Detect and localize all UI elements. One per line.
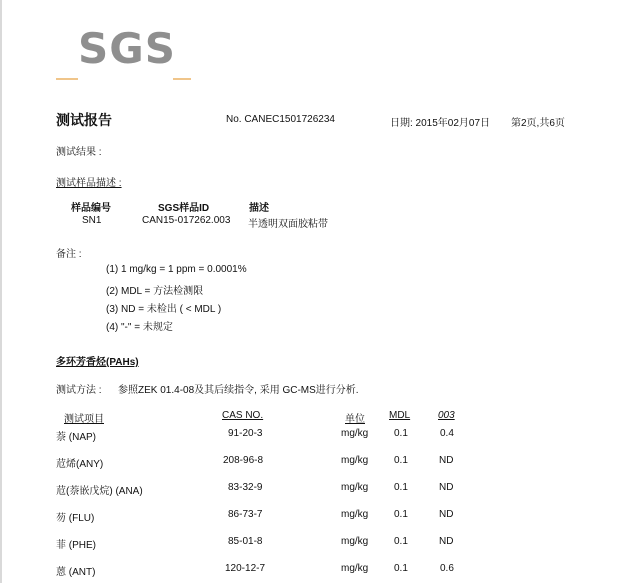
cell-cas: 208-96-8 bbox=[223, 455, 264, 466]
cell-cas: 86-73-7 bbox=[228, 509, 263, 520]
cell-unit: mg/kg bbox=[341, 455, 369, 466]
note-item: (1) 1 mg/kg = 1 ppm = 0.0001% bbox=[106, 264, 247, 275]
sample-id: CAN15-017262.003 bbox=[142, 215, 231, 226]
cell-item: 苊(萘嵌戊烷) (ANA) bbox=[56, 486, 143, 497]
cell-cas: 83-32-9 bbox=[228, 482, 263, 493]
method-text: 参照ZEK 01.4-08及其后续指令, 采用 GC-MS进行分析. bbox=[118, 385, 359, 396]
cell-mdl: 0.1 bbox=[394, 536, 408, 547]
notes-label: 备注 : bbox=[56, 249, 82, 260]
cell-unit: mg/kg bbox=[341, 482, 369, 493]
sample-header-id: SGS样品ID bbox=[158, 203, 210, 214]
logo-rule-right bbox=[173, 78, 191, 80]
method-label: 测试方法 : bbox=[56, 385, 102, 396]
note-item: (2) MDL = 方法检测限 bbox=[106, 286, 204, 297]
col-header-cas: CAS NO. bbox=[222, 410, 264, 421]
sample-no: SN1 bbox=[82, 215, 102, 226]
cell-item: 菲 (PHE) bbox=[56, 540, 96, 551]
sample-header-desc: 描述 bbox=[249, 203, 269, 214]
page-edge bbox=[0, 0, 2, 583]
cell-result: ND bbox=[439, 509, 454, 520]
cell-mdl: 0.1 bbox=[394, 509, 408, 520]
cell-cas: 91-20-3 bbox=[228, 428, 263, 439]
cell-mdl: 0.1 bbox=[394, 482, 408, 493]
note-item: (3) ND = 未检出 ( < MDL ) bbox=[106, 304, 222, 315]
logo-rule-left bbox=[56, 78, 78, 80]
cell-item: 芴 (FLU) bbox=[56, 513, 95, 524]
col-header-unit: 单位 bbox=[345, 414, 365, 425]
col-header-sample: 003 bbox=[438, 410, 455, 421]
cell-mdl: 0.1 bbox=[394, 455, 408, 466]
page-indicator: 第2页,共6页 bbox=[511, 118, 565, 129]
cell-result: ND bbox=[439, 455, 454, 466]
sample-header-no: 样品编号 bbox=[71, 203, 111, 214]
cell-cas: 120-12-7 bbox=[225, 563, 266, 574]
col-header-item: 测试项目 bbox=[64, 414, 104, 425]
cell-mdl: 0.1 bbox=[394, 428, 408, 439]
cell-cas: 85-01-8 bbox=[228, 536, 263, 547]
cell-result: ND bbox=[439, 482, 454, 493]
cell-item: 苊烯(ANY) bbox=[56, 459, 104, 470]
section-title: 多环芳香烃(PAHs) bbox=[56, 357, 139, 368]
sample-desc: 半透明双面胶粘带 bbox=[248, 219, 328, 230]
cell-item: 蒽 (ANT) bbox=[56, 567, 96, 578]
cell-mdl: 0.1 bbox=[394, 563, 408, 574]
cell-result: ND bbox=[439, 536, 454, 547]
cell-result: 0.4 bbox=[440, 428, 454, 439]
logo-text: SGS bbox=[78, 24, 176, 73]
cell-result: 0.6 bbox=[440, 563, 454, 574]
cell-unit: mg/kg bbox=[341, 536, 369, 547]
cell-unit: mg/kg bbox=[341, 563, 369, 574]
cell-unit: mg/kg bbox=[341, 428, 369, 439]
report-title: 测试报告 bbox=[56, 112, 112, 128]
report-date: 日期: 2015年02月07日 bbox=[390, 118, 491, 129]
cell-unit: mg/kg bbox=[341, 509, 369, 520]
col-header-mdl: MDL bbox=[389, 410, 411, 421]
results-label: 测试结果 : bbox=[56, 147, 102, 158]
note-item: (4) "-" = 未规定 bbox=[106, 322, 173, 333]
report-number: No. CANEC1501726234 bbox=[226, 114, 335, 125]
sample-description-label: 测试样品描述 : bbox=[56, 178, 122, 189]
cell-item: 萘 (NAP) bbox=[56, 432, 96, 443]
